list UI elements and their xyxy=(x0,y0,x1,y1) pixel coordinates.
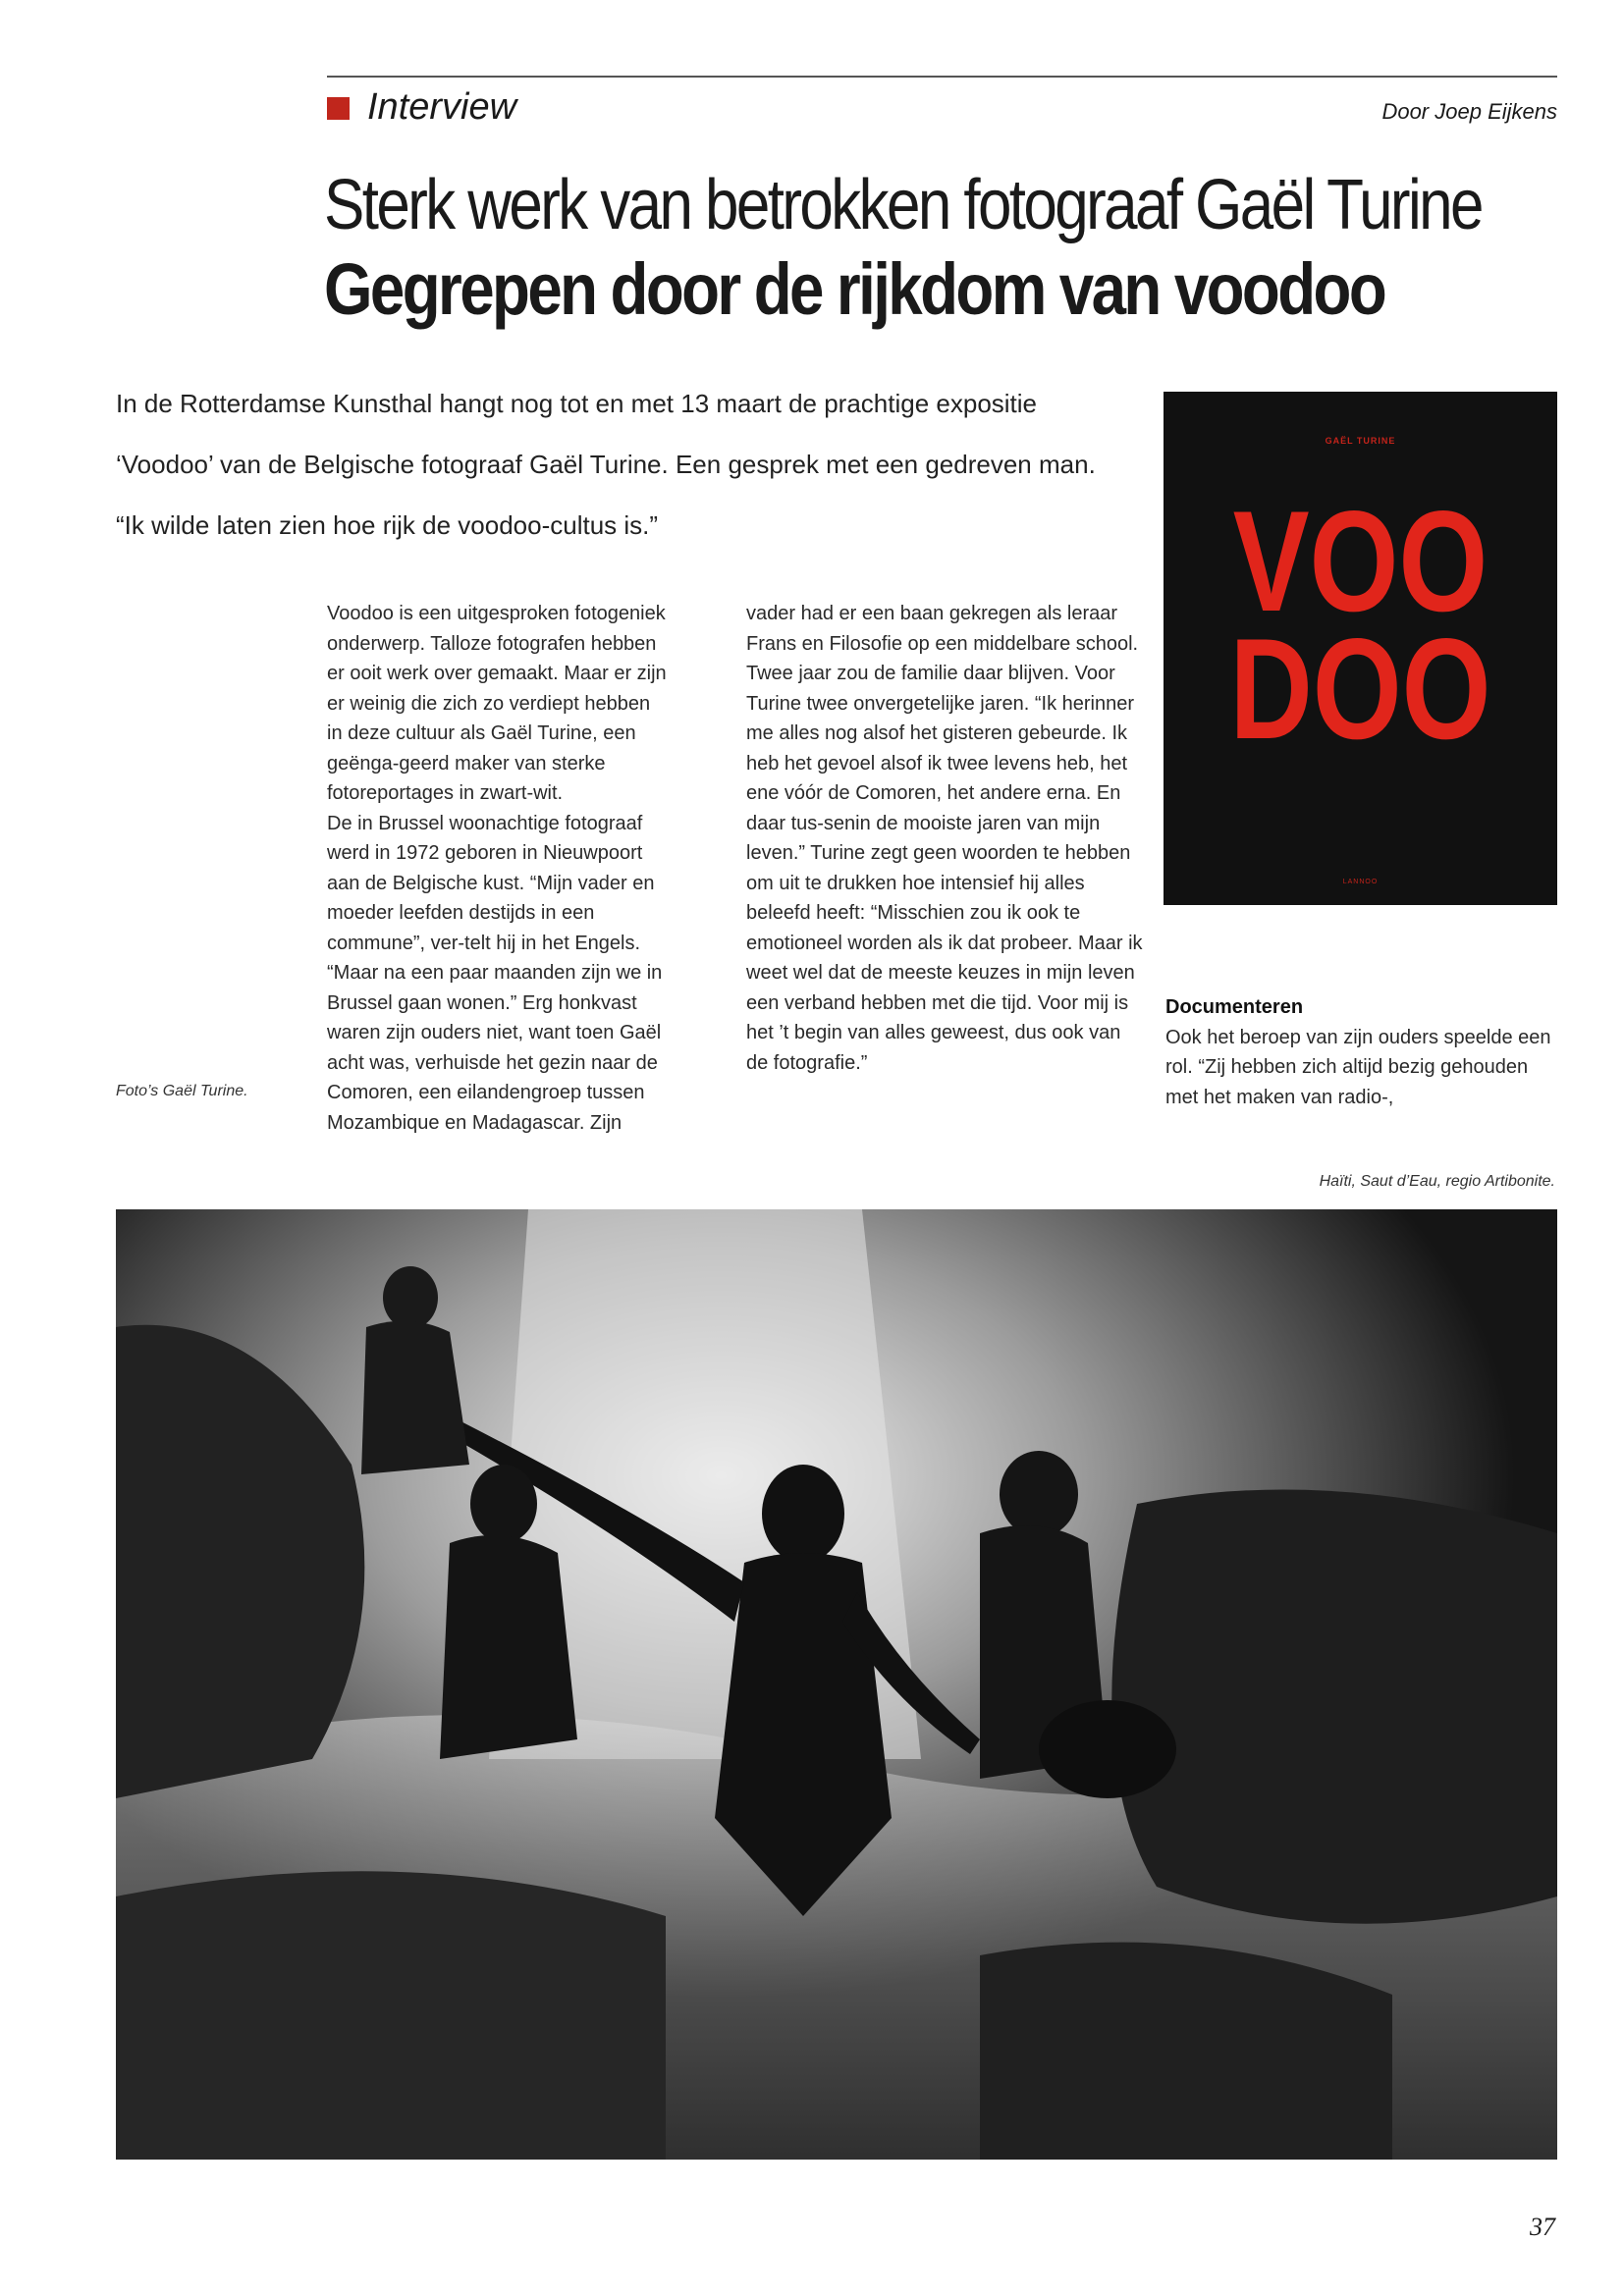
section-label: Interview xyxy=(367,86,517,128)
paragraph: Ook het beroep van zijn ouders speelde een rol. “Zij hebben zich altijd bezig gehouden met het maken van radio-, xyxy=(1165,1026,1551,1108)
voodoo-photo xyxy=(116,1209,1557,2160)
photo-credit: Foto’s Gaël Turine. xyxy=(116,1083,248,1099)
paragraph: Voodoo is een uitgesproken fotogeniek onderwerp. Talloze fotografen hebben er ooit werk over gemaakt. Maar er zijn er weinig die zich zo verdiept hebben in deze cultuur als Gaël Turine, een geënga-geerd maker van sterke fotoreportages in zwart-wit. xyxy=(327,603,667,804)
header-rule xyxy=(327,76,1557,78)
intro-line: “Ik wilde laten zien hoe rijk de voodoo-cultus is.” xyxy=(116,510,659,540)
subheading: Documenteren xyxy=(1165,996,1304,1018)
body-column-2 xyxy=(746,599,1144,1078)
cover-title-line-1: VOO xyxy=(1232,481,1489,641)
paragraph: vader had er een baan gekregen als leraar Frans en Filosofie op een middelbare school. Twee jaar zou de familie daar blijven. Voor Turine twee onvergetelijke jaren. “Ik herinner me alles nog alsof het gisteren gebeurde. Ik heb het gevoel alsof ik twee levens heb, het ene vóór de Comoren, het andere erna. En daar tus-senin de mooiste jaren van mijn leven.” Turine zegt geen woorden te hebben om uit te drukken hoe intensief hij alles beleefd heeft: “Misschien zou ik ook te emotioneel worden als ik dat probeer. Maar ik weet wel dat de meeste keuzes in mijn leven een verband hebben met die tijd. Voor mij is het ’t begin van alles geweest, dus ook van de fotografie.” xyxy=(746,603,1143,1074)
book-cover-image xyxy=(1164,392,1557,905)
byline: Door Joep Eijkens xyxy=(1381,99,1557,124)
intro-line: ‘Voodoo’ van de Belgische fotograaf Gaël Turine. Een gesprek met een gedreven man. xyxy=(116,450,1096,479)
cover-author: GAËL TURINE xyxy=(1325,436,1396,446)
intro xyxy=(116,373,1137,556)
intro-line: In de Rotterdamse Kunsthal hangt nog tot en met 13 maart de prachtige expositie xyxy=(116,389,1038,418)
body-column-1 xyxy=(327,599,671,1138)
photo-rock-right xyxy=(1111,1489,1557,1923)
photo-caption: Haïti, Saut d’Eau, regio Artibonite. xyxy=(1319,1173,1555,1190)
cover-publisher: LANNOO xyxy=(1342,879,1379,885)
headline-line-2: Gegrepen door de rijkdom van voodoo xyxy=(324,248,1385,330)
cover-title xyxy=(1203,481,1518,769)
headline-line-1: Sterk werk van betrokken fotograaf Gaël Turine xyxy=(324,166,1482,244)
paragraph: De in Brussel woonachtige fotograaf werd in 1972 geboren in Nieuwpoort aan de Belgische kust. “Mijn vader en moeder leefden destijds in een commune”, ver-telt hij in het Engels. “Maar na een paar maanden zijn we in Brussel gaan wonen.” Erg honkvast waren zijn ouders niet, want toen Gaël acht was, verhuisde het gezin naar de Comoren, een eilandengroep tussen Mozambique en Madagascar. Zijn xyxy=(327,812,663,1134)
photo-rock-bottom xyxy=(116,1871,666,2160)
section-marker xyxy=(327,97,350,120)
page-number: 37 xyxy=(1530,2213,1555,2241)
body-column-3 xyxy=(1165,992,1558,1112)
photo-rock-bottom-right xyxy=(980,1943,1392,2160)
cover-title-line-2: DOO xyxy=(1229,609,1491,769)
